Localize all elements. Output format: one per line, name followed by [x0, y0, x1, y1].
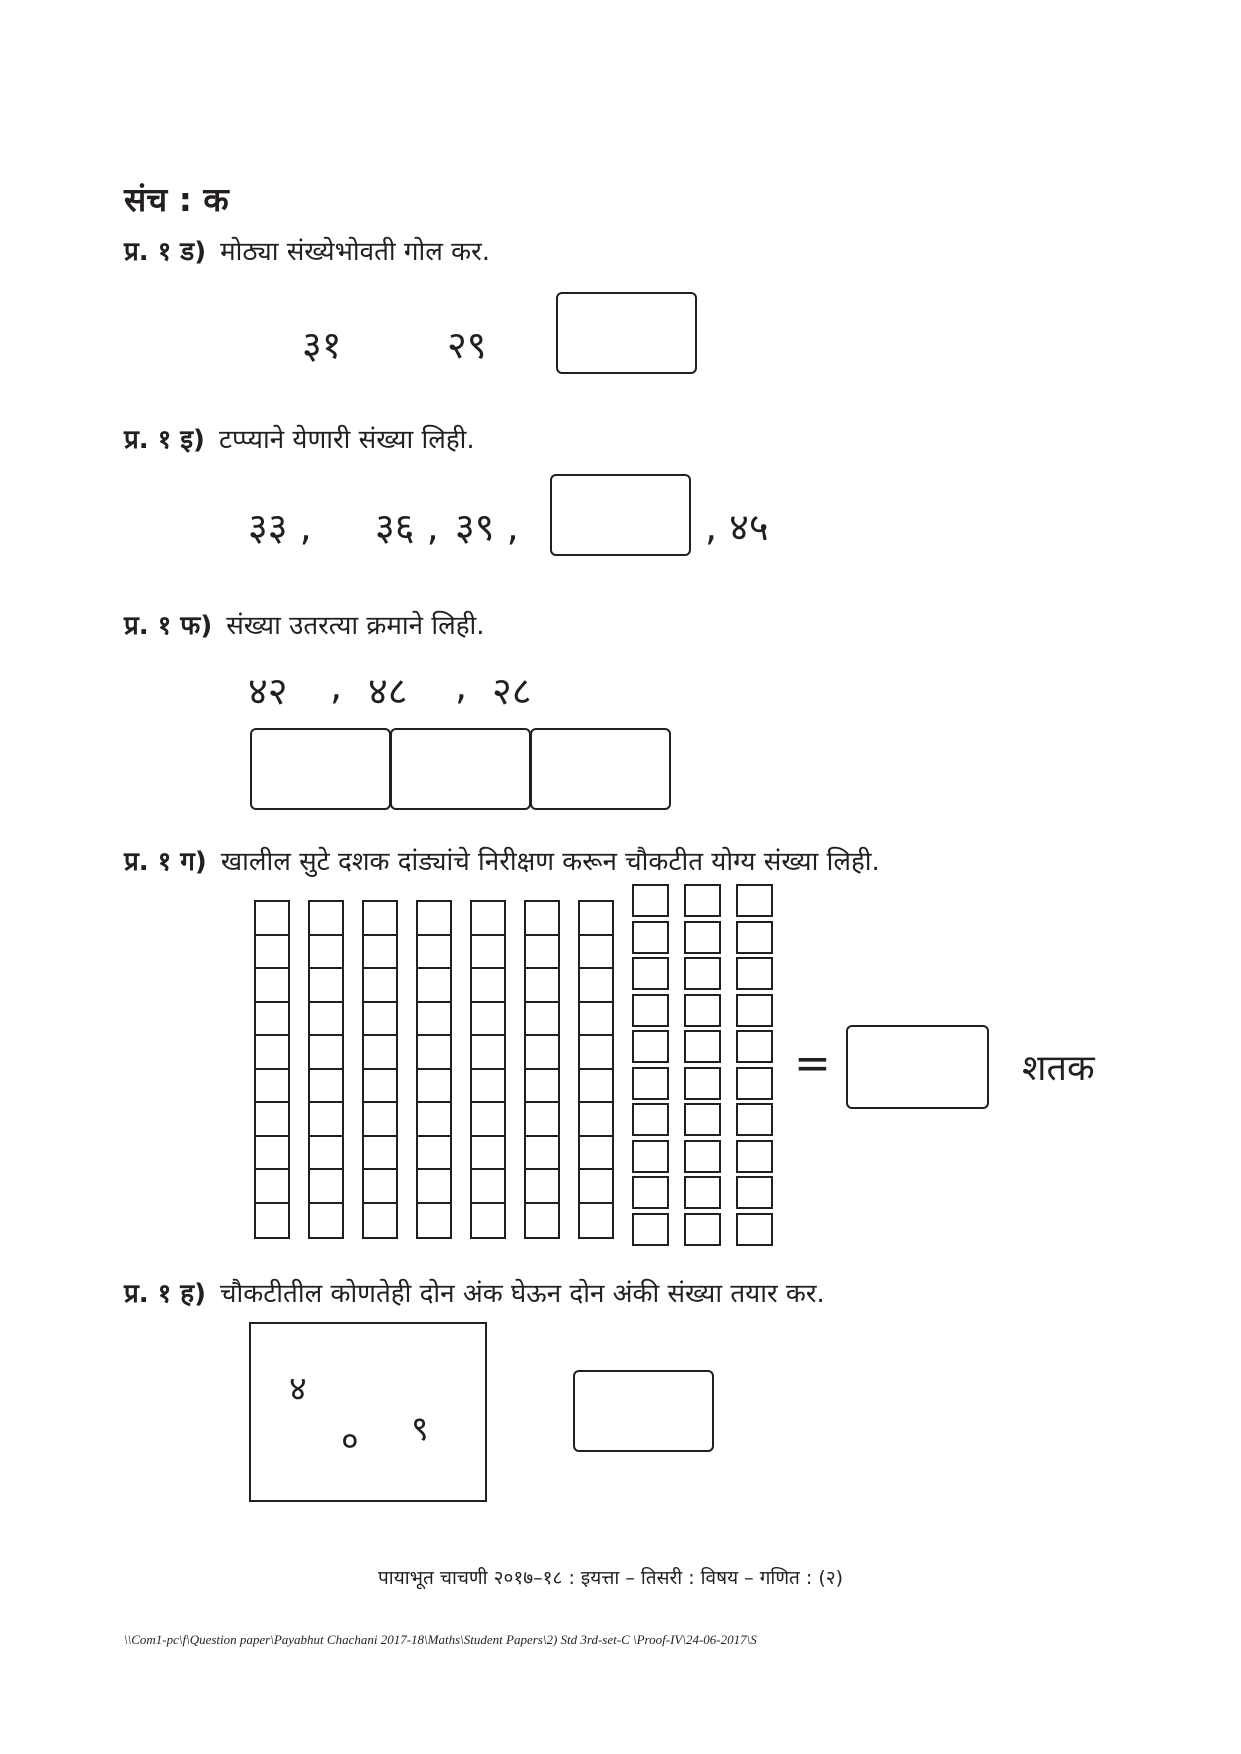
question-number: प्र. १ ड): [124, 237, 207, 267]
answer-box-1h[interactable]: [573, 1370, 714, 1452]
rod-cell: [526, 1170, 558, 1204]
rod-cell: [310, 1137, 342, 1171]
rod-cell: [364, 1070, 396, 1104]
rod-cell: [472, 902, 504, 936]
unit-square: [632, 1213, 669, 1246]
unit-square: [684, 1103, 721, 1136]
rod-cell: [256, 902, 288, 936]
sequence-last: , ४५: [705, 505, 769, 549]
unit-square: [736, 994, 773, 1027]
rod-cell: [256, 1204, 288, 1238]
rod-cell: [472, 969, 504, 1003]
rod-cell: [526, 1003, 558, 1037]
rod-cell: [418, 1103, 450, 1137]
rod-cell: [364, 1003, 396, 1037]
rod-cell: [580, 902, 612, 936]
rod-cell: [526, 1070, 558, 1104]
rod-cell: [580, 936, 612, 970]
rod-cell: [472, 936, 504, 970]
rod-cell: [256, 1036, 288, 1070]
rod-cell: [526, 1137, 558, 1171]
answer-box-1e[interactable]: [550, 474, 691, 556]
rod-cell: [310, 969, 342, 1003]
unit-square: [684, 1067, 721, 1100]
rod-cell: [580, 1003, 612, 1037]
page-footer: पायाभूत चाचणी २०१७–१८ : इयत्ता – तिसरी : विषय – गणित : (२): [378, 1567, 844, 1589]
unit-square: [684, 1030, 721, 1063]
unit-square: [684, 1176, 721, 1209]
rod-cell: [310, 1170, 342, 1204]
rod-cell: [526, 1204, 558, 1238]
unit-square: [684, 921, 721, 954]
tens-rod: [416, 900, 452, 1239]
number-29: २९: [447, 323, 487, 367]
unit-square: [684, 957, 721, 990]
rod-cell: [364, 936, 396, 970]
unit-column: [684, 884, 721, 1249]
rod-cell: [526, 969, 558, 1003]
rod-cell: [256, 1137, 288, 1171]
set-title: संच : क: [124, 180, 229, 219]
rod-cell: [418, 936, 450, 970]
unit-square: [632, 1140, 669, 1173]
question-number: प्र. १ ह): [124, 1279, 206, 1309]
unit-square: [736, 1213, 773, 1246]
file-path: \\Com1-pc\f\Question paper\Payabhut Chachani 2017-18\Maths\Student Papers\2) Std 3rd-set-C \Proof-IV\24-06-2017\S: [124, 1632, 757, 1647]
rod-cell: [364, 1103, 396, 1137]
question-1f: [124, 606, 485, 642]
rod-cell: [526, 936, 558, 970]
unit-square: [632, 1030, 669, 1063]
rod-cell: [364, 1137, 396, 1171]
rod-cell: [310, 1103, 342, 1137]
answer-box-1f-2[interactable]: [390, 728, 531, 810]
number-31: ३१: [302, 323, 342, 367]
number-48: ४८: [368, 669, 408, 713]
rod-cell: [472, 1036, 504, 1070]
sequence-item: ३६ ,: [375, 505, 439, 549]
question-text: टप्प्याने येणारी संख्या लिही.: [218, 425, 475, 455]
digit-9: ९: [411, 1409, 429, 1449]
question-number: प्र. १ इ): [124, 425, 205, 455]
unit-square: [736, 1103, 773, 1136]
rod-cell: [472, 1170, 504, 1204]
question-number: प्र. १ फ): [124, 611, 213, 641]
rod-cell: [418, 1137, 450, 1171]
rod-cell: [310, 902, 342, 936]
rod-cell: [256, 969, 288, 1003]
rod-cell: [418, 1204, 450, 1238]
rod-cell: [580, 1036, 612, 1070]
rod-cell: [256, 1003, 288, 1037]
comma: ,: [330, 664, 343, 708]
answer-box-1d[interactable]: [556, 292, 697, 374]
unit-square: [632, 1067, 669, 1100]
question-text: चौकटीतील कोणतेही दोन अंक घेऊन दोन अंकी संख्या तयार कर.: [219, 1279, 825, 1309]
rod-cell: [310, 1070, 342, 1104]
unit-column: [736, 884, 773, 1249]
sequence-item: ३९ ,: [455, 505, 519, 549]
rod-cell: [472, 1204, 504, 1238]
rod-cell: [418, 1003, 450, 1037]
question-1g: [124, 842, 880, 878]
unit-square: [684, 884, 721, 917]
digit-0: ०: [341, 1421, 359, 1461]
unit-square: [736, 1176, 773, 1209]
rod-cell: [526, 1036, 558, 1070]
rod-cell: [364, 1170, 396, 1204]
comma: ,: [455, 664, 468, 708]
rod-cell: [580, 1137, 612, 1171]
rod-cell: [310, 1204, 342, 1238]
rod-cell: [418, 902, 450, 936]
tens-rod: [308, 900, 344, 1239]
rod-cell: [256, 1170, 288, 1204]
unit-square: [632, 921, 669, 954]
rod-cell: [472, 1003, 504, 1037]
rod-cell: [364, 1036, 396, 1070]
tens-rod: [254, 900, 290, 1239]
rod-cell: [580, 1170, 612, 1204]
digit-4: ४: [289, 1369, 307, 1409]
question-number: प्र. १ ग): [124, 847, 207, 877]
unit-square: [632, 957, 669, 990]
unit-square: [736, 921, 773, 954]
unit-square: [632, 994, 669, 1027]
unit-column: [632, 884, 669, 1249]
rod-cell: [472, 1070, 504, 1104]
rod-cell: [418, 1036, 450, 1070]
rod-cell: [526, 1103, 558, 1137]
digits-box: [249, 1322, 487, 1502]
rod-cell: [256, 1070, 288, 1104]
rod-cell: [472, 1103, 504, 1137]
tens-rod: [470, 900, 506, 1239]
rod-cell: [256, 936, 288, 970]
unit-square: [736, 1067, 773, 1100]
tens-rod: [578, 900, 614, 1239]
rod-cell: [310, 1003, 342, 1037]
number-28: २८: [492, 669, 532, 713]
answer-box-1f-3[interactable]: [530, 728, 671, 810]
unit-square: [736, 1030, 773, 1063]
rod-cell: [364, 969, 396, 1003]
rod-cell: [580, 969, 612, 1003]
unit-square: [632, 1176, 669, 1209]
answer-box-1f-1[interactable]: [250, 728, 391, 810]
question-1e: [124, 420, 475, 456]
tens-rod: [362, 900, 398, 1239]
question-1d: [124, 232, 490, 268]
rod-cell: [580, 1070, 612, 1104]
unit-square: [632, 1103, 669, 1136]
rod-cell: [364, 902, 396, 936]
unit-square: [632, 884, 669, 917]
unit-square: [684, 994, 721, 1027]
rod-cell: [472, 1137, 504, 1171]
rod-cell: [418, 1070, 450, 1104]
rod-cell: [364, 1204, 396, 1238]
unit-square: [684, 1213, 721, 1246]
number-42: ४२: [248, 669, 288, 713]
rod-cell: [310, 936, 342, 970]
tens-rod: [524, 900, 560, 1239]
rod-cell: [580, 1103, 612, 1137]
answer-box-1g[interactable]: [846, 1025, 989, 1109]
question-text: खालील सुटे दशक दांड्यांचे निरीक्षण करून चौकटीत योग्य संख्या लिही.: [220, 847, 880, 877]
unit-square: [684, 1140, 721, 1173]
rod-cell: [310, 1036, 342, 1070]
rod-cell: [580, 1204, 612, 1238]
unit-square: [736, 957, 773, 990]
rod-cell: [526, 902, 558, 936]
question-text: मोठ्या संख्येभोवती गोल कर.: [220, 237, 491, 267]
unit-square: [736, 884, 773, 917]
rod-cell: [418, 969, 450, 1003]
sequence-item: ३३ ,: [248, 505, 312, 549]
equals-sign: =: [794, 1038, 831, 1089]
unit-square: [736, 1140, 773, 1173]
hundred-label: शतक: [1022, 1048, 1095, 1089]
question-1h: [124, 1274, 825, 1310]
rod-cell: [256, 1103, 288, 1137]
rod-cell: [418, 1170, 450, 1204]
question-text: संख्या उतरत्या क्रमाने लिही.: [226, 611, 485, 641]
